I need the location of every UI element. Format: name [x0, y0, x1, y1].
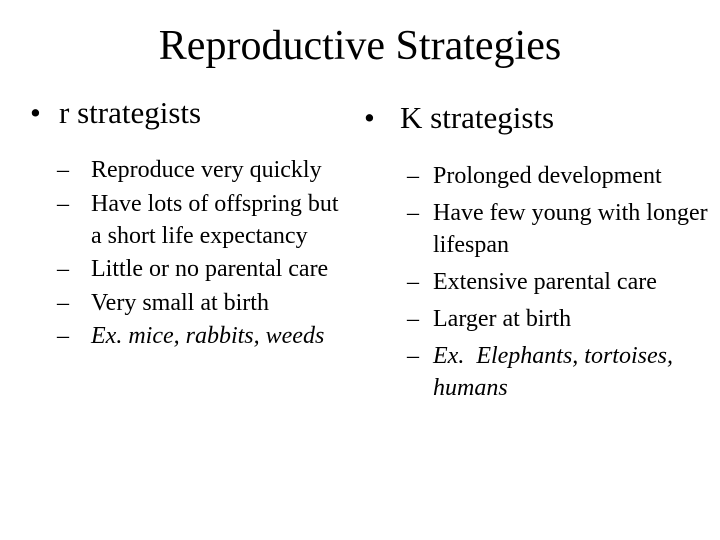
list-item	[407, 197, 710, 261]
dash-icon: –	[407, 343, 419, 369]
dash-icon: –	[57, 190, 69, 217]
list-item-text: Ex. Elephants, tortoises, humans	[433, 343, 679, 401]
list-item	[407, 160, 710, 192]
dash-icon: –	[57, 157, 69, 183]
k-strategists-column	[364, 99, 710, 409]
dash-icon: –	[57, 256, 69, 282]
k-strategists-heading-text: K strategists	[400, 100, 555, 135]
list-item	[57, 287, 350, 319]
list-item	[407, 340, 710, 404]
dash-icon: –	[407, 163, 419, 189]
k-strategists-heading	[364, 99, 710, 137]
list-item-text: Extensive parental care	[433, 269, 657, 295]
list-item-text: Reproduce very quickly	[91, 157, 322, 183]
list-item-text: Prolonged development	[433, 163, 662, 189]
list-item-text: Little or no parental care	[91, 256, 329, 282]
dash-icon: –	[407, 269, 419, 295]
dash-icon: –	[407, 200, 419, 226]
r-strategists-list	[57, 154, 350, 352]
dash-icon: –	[57, 289, 69, 316]
list-item	[57, 320, 350, 352]
bullet-icon: •	[364, 100, 375, 135]
list-item-text: Ex. mice, rabbits, weeds	[91, 323, 325, 349]
r-strategists-heading	[30, 94, 350, 132]
r-strategists-column	[30, 94, 350, 354]
dash-icon: –	[407, 306, 419, 332]
list-item-text: Have few young with longer lifespan	[433, 200, 708, 258]
list-item	[407, 303, 710, 335]
dash-icon: –	[57, 323, 69, 349]
list-item	[57, 154, 350, 186]
list-item-text: Have lots of offspring but a short life expectancy	[91, 190, 339, 249]
slide-title: Reproductive Strategies	[158, 23, 562, 69]
r-strategists-heading-text: r strategists	[59, 95, 202, 130]
list-item	[407, 266, 710, 298]
list-item-text: Larger at birth	[433, 306, 572, 332]
list-item	[57, 253, 350, 285]
list-item	[57, 188, 350, 252]
bullet-icon: •	[30, 95, 41, 130]
list-item-text: Very small at birth	[91, 289, 269, 316]
k-strategists-list	[407, 160, 710, 404]
